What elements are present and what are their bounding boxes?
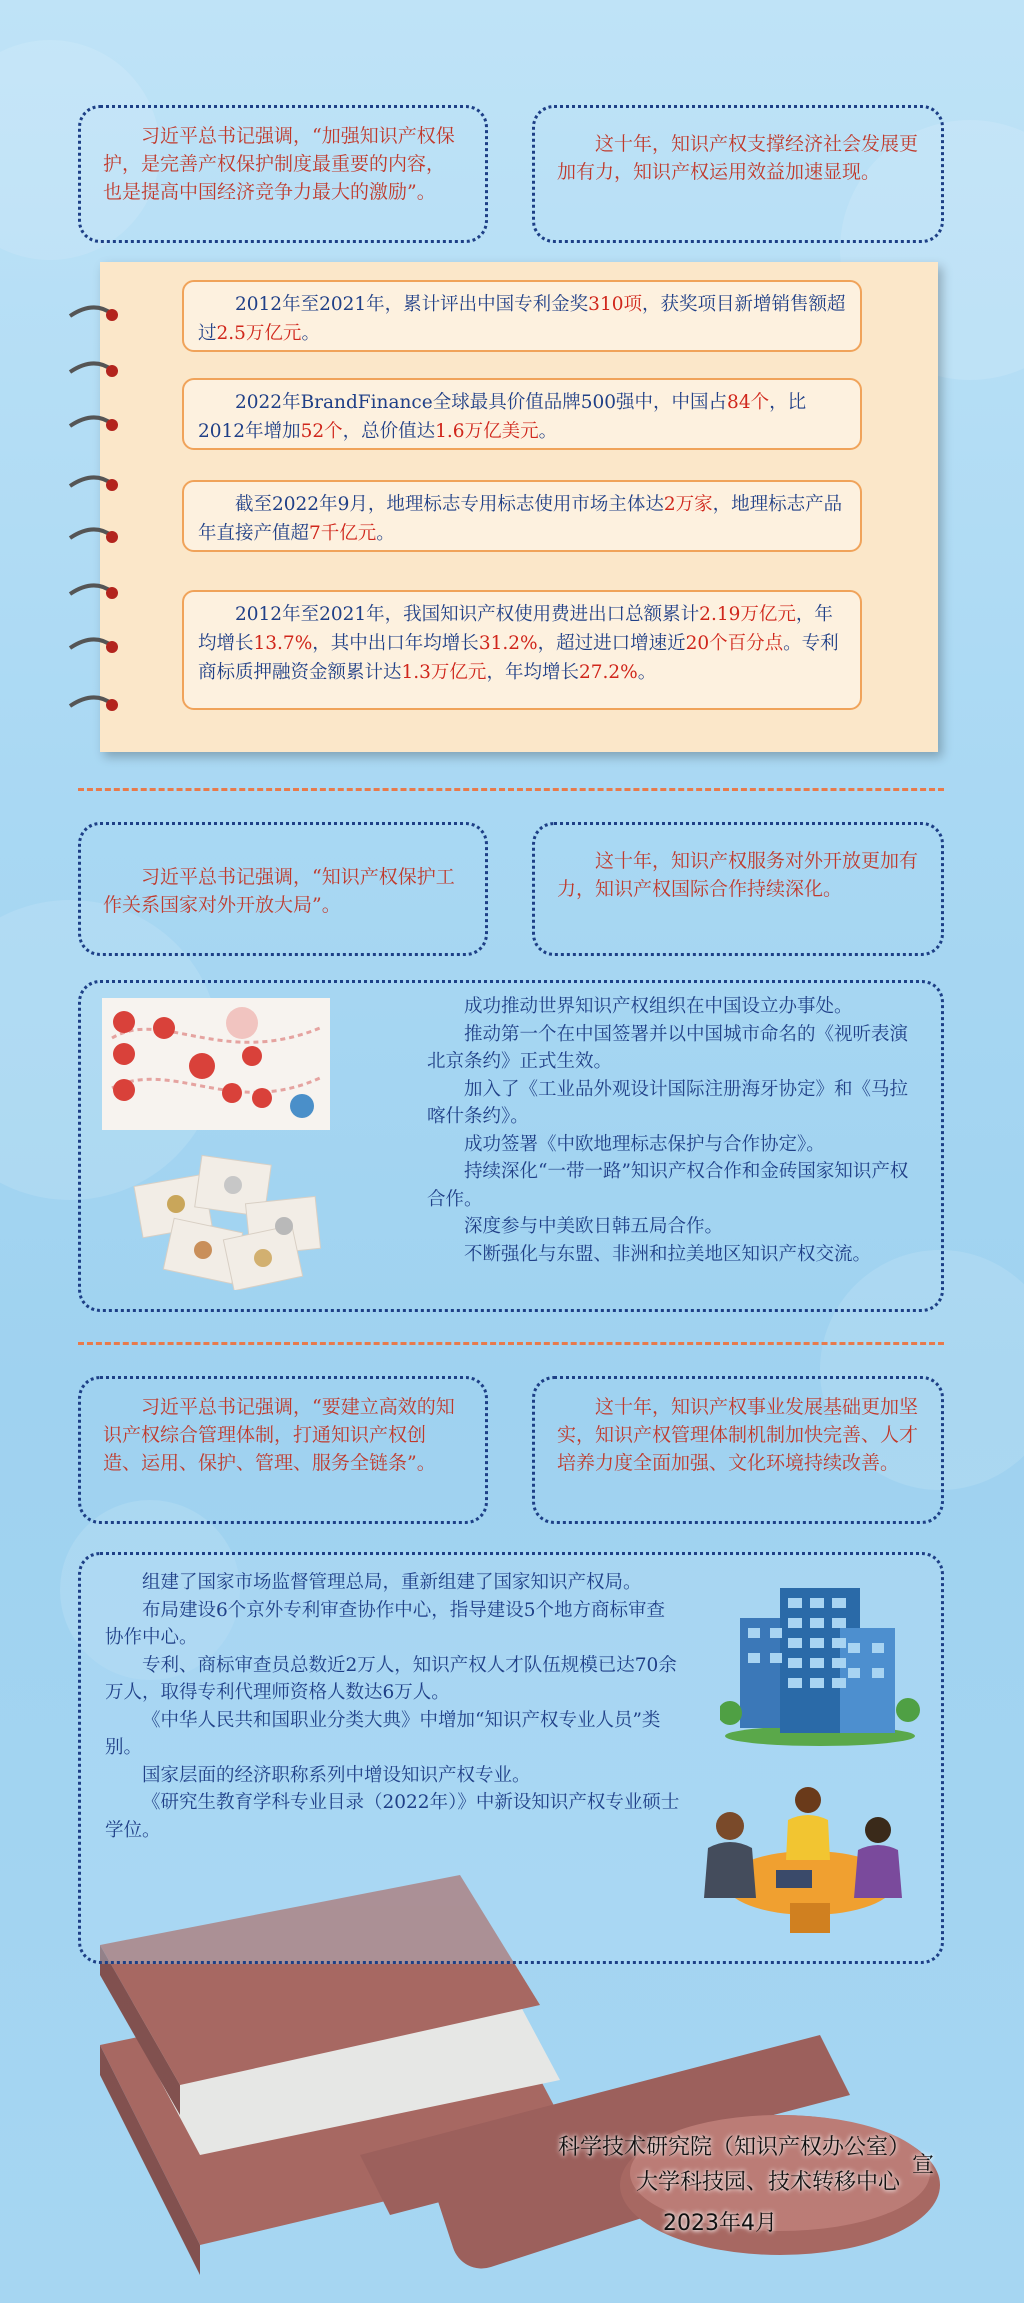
section2-summary: 这十年，知识产权服务对外开放更加有力，知识产权国际合作持续深化。 — [557, 850, 919, 900]
stat-highlight: 7千亿元 — [309, 523, 377, 544]
notebook-ring-icon — [66, 634, 122, 660]
section2-quote-box — [78, 822, 488, 956]
list-item: 布局建设6个京外专利审查协作中心，指导建设5个地方商标审查协作中心。 — [105, 1599, 666, 1648]
section1-summary-box — [532, 105, 944, 243]
section3-quote: 习近平总书记强调，“要建立高效的知识产权综合管理体制，打通知识产权创造、运用、保护、管理、服务全链条”。 — [103, 1396, 455, 1474]
stat-text: 2022年BrandFinance全球最具价值品牌500强中，中国占 — [235, 392, 728, 413]
stat-card-text — [198, 290, 846, 348]
list-item: 专利、商标审查员总数近2万人，知识产权人才队伍规模已达70余万人，取得专利代理师资格人数达6万人。 — [105, 1654, 677, 1703]
section2-quote: 习近平总书记强调，“知识产权保护工作关系国家对外开放大局”。 — [103, 866, 455, 916]
stat-text: ，年均增长 — [486, 662, 579, 683]
list-item: 不断强化与东盟、非洲和拉美地区知识产权交流。 — [464, 1243, 872, 1265]
stat-text: 2012年至2021年，累计评出中国专利金奖 — [235, 294, 589, 315]
stat-highlight: 2.19万亿元 — [699, 604, 796, 625]
stat-text: 。 — [637, 662, 657, 683]
stat-text: ，年均增长 — [198, 604, 833, 654]
list-item: 加入了《工业品外观设计国际注册海牙协定》和《马拉喀什条约》。 — [427, 1078, 909, 1127]
section3-quote-box — [78, 1376, 488, 1524]
section1-summary: 这十年，知识产权支撑经济社会发展更加有力，知识产权运用效益加速显现。 — [557, 133, 919, 183]
stat-highlight: 20个百分点 — [685, 633, 784, 654]
stat-text: ，地理标志产品年直接产值超 — [198, 494, 843, 544]
notebook-ring-icon — [66, 692, 122, 718]
section3-summary: 这十年，知识产权事业发展基础更加坚实，知识产权管理体制机制加快完善、人才培养力度全面加强、文化环境持续改善。 — [557, 1396, 919, 1474]
stat-highlight: 1.6万亿美元 — [435, 421, 539, 442]
notebook-ring-icon — [66, 524, 122, 550]
notebook-ring-icon — [66, 472, 122, 498]
section2-summary-box — [532, 822, 944, 956]
footer-suffix: 宣 — [912, 2153, 935, 2178]
section3-summary-box — [532, 1376, 944, 1524]
list-item: 推动第一个在中国签署并以中国城市命名的《视听表演北京条约》正式生效。 — [427, 1023, 909, 1072]
section-divider — [78, 788, 944, 791]
stat-text: 截至2022年9月，地理标志专用标志使用市场主体达 — [235, 494, 664, 515]
stat-highlight: 310项 — [588, 294, 642, 315]
list-item: 国家层面的经济职称系列中增设知识产权专业。 — [142, 1764, 531, 1786]
footer-date: 2023年4月 — [663, 2211, 777, 2236]
stat-text: 。专利商标质押融资金额累计达 — [198, 633, 839, 683]
stat-card-text — [198, 600, 846, 687]
geographic-indication-labels — [128, 1140, 328, 1290]
list-item: 《研究生教育学科专业目录（2022年）》中新设知识产权专业硕士学位。 — [105, 1792, 680, 1841]
stat-highlight: 52个 — [300, 421, 343, 442]
stat-text: 。 — [376, 523, 395, 544]
stat-highlight: 84个 — [727, 392, 770, 413]
stat-card-text — [198, 388, 846, 446]
office-building-illustration — [720, 1578, 920, 1746]
stats-notebook — [100, 262, 938, 752]
list-item: 组建了国家市场监督管理总局，重新组建了国家知识产权局。 — [142, 1572, 642, 1593]
stat-card-text — [198, 490, 846, 548]
list-item: 《中华人民共和国职业分类大典》中增加“知识产权专业人员”类别。 — [105, 1709, 661, 1758]
map-illustration — [102, 998, 330, 1130]
stat-card-3 — [182, 480, 862, 552]
stat-highlight: 2.5万亿元 — [216, 323, 302, 344]
stat-text: ，获奖项目新增销售额超过 — [198, 294, 846, 344]
footer-org-line-1: 科学技术研究院（知识产权办公室） — [557, 2135, 910, 2160]
meeting-people-illustration — [690, 1778, 930, 1938]
footer-org-line-2: 大学科技园、技术转移中心 — [635, 2170, 900, 2195]
stat-text: ，超过进口增速近 — [537, 633, 686, 654]
stat-text: 。 — [301, 323, 320, 344]
notebook-ring-icon — [66, 358, 122, 384]
stat-text: ，其中出口年均增长 — [312, 633, 479, 654]
stat-text: ，总价值达 — [342, 421, 436, 442]
list-item: 成功推动世界知识产权组织在中国设立办事处。 — [464, 996, 853, 1017]
section-divider — [78, 1342, 944, 1345]
section1-quote: 习近平总书记强调，“加强知识产权保护，是完善产权保护制度最重要的内容，也是提高中国经济竞争力最大的激励”。 — [103, 125, 455, 203]
stat-highlight: 1.3万亿元 — [401, 662, 487, 683]
list-item: 成功签署《中欧地理标志保护与合作协定》。 — [464, 1133, 825, 1155]
stat-highlight: 13.7% — [253, 633, 313, 654]
stat-card-4 — [182, 590, 862, 710]
stat-highlight: 2万家 — [663, 494, 713, 515]
notebook-ring-icon — [66, 412, 122, 438]
section1-quote-box — [78, 105, 488, 243]
notebook-ring-icon — [66, 580, 122, 606]
stat-highlight: 27.2% — [578, 662, 638, 683]
stat-highlight: 31.2% — [478, 633, 538, 654]
notebook-ring-icon — [66, 302, 122, 328]
list-item: 深度参与中美欧日韩五局合作。 — [464, 1216, 724, 1237]
stat-text: 。 — [538, 421, 558, 442]
stat-card-1 — [182, 280, 862, 352]
stat-text: ，比2012年增加 — [198, 392, 807, 442]
stat-text: 2012年至2021年，我国知识产权使用费进出口总额累计 — [235, 604, 700, 625]
list-item: 持续深化“一带一路”知识产权合作和金砖国家知识产权合作。 — [427, 1161, 909, 1210]
stat-card-2 — [182, 378, 862, 450]
